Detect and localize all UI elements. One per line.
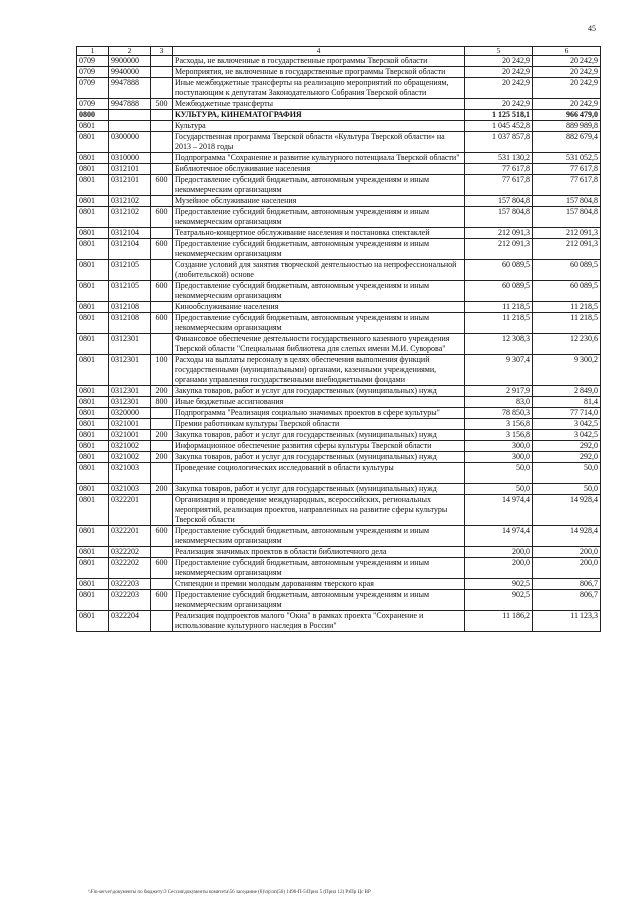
cell-c4: Реализация подпроектов малого "Окна" в рамках проекта "Сохранение и использование культурного наследия в России"	[173, 611, 465, 632]
cell-c2: 0312102	[109, 207, 151, 228]
cell-c4: Предоставление субсидий бюджетным, автономным учреждениям и иным некоммерческим организациям	[173, 558, 465, 579]
cell-c3: 500	[151, 99, 173, 110]
cell-c6: 882 679,4	[533, 132, 601, 153]
cell-c6: 200,0	[533, 558, 601, 579]
cell-c6: 9 300,2	[533, 355, 601, 386]
table-row	[77, 590, 601, 611]
table-row	[77, 419, 601, 430]
cell-c3	[151, 611, 173, 632]
cell-c1: 0801	[77, 495, 109, 526]
table-row	[77, 56, 601, 67]
table-row	[77, 67, 601, 78]
cell-c6: 11 218,5	[533, 302, 601, 313]
cell-c1: 0801	[77, 239, 109, 260]
cell-c2: 0312108	[109, 302, 151, 313]
cell-c5: 902,5	[465, 579, 533, 590]
cell-c1: 0801	[77, 196, 109, 207]
cell-c2: 0312101	[109, 175, 151, 196]
cell-c2: 0312102	[109, 196, 151, 207]
cell-c2: 0312301	[109, 386, 151, 397]
table-row	[77, 175, 601, 196]
cell-c2: 0312104	[109, 239, 151, 260]
cell-c2: 0310000	[109, 153, 151, 164]
cell-c6: 81,4	[533, 397, 601, 408]
cell-c5: 14 974,4	[465, 495, 533, 526]
cell-c2: 0312301	[109, 334, 151, 355]
table-row	[77, 228, 601, 239]
table-row	[77, 547, 601, 558]
cell-c6: 157 804,8	[533, 196, 601, 207]
cell-c6: 11 123,3	[533, 611, 601, 632]
cell-c4: Проведение социологических исследований в области культуры	[173, 463, 465, 484]
cell-c2: 0312108	[109, 313, 151, 334]
table-row	[77, 611, 601, 632]
cell-c3	[151, 547, 173, 558]
cell-c4: Иные бюджетные ассигнования	[173, 397, 465, 408]
cell-c2: 9940000	[109, 67, 151, 78]
cell-c3	[151, 153, 173, 164]
page-number: 45	[588, 24, 596, 33]
cell-c1: 0709	[77, 67, 109, 78]
table-row	[77, 441, 601, 452]
cell-c5: 20 242,9	[465, 99, 533, 110]
cell-c3	[151, 334, 173, 355]
cell-c2: 0312301	[109, 397, 151, 408]
table-row	[77, 334, 601, 355]
table-row	[77, 302, 601, 313]
cell-c5: 3 156,8	[465, 430, 533, 441]
cell-c4: Закупка товаров, работ и услуг для государственных (муниципальных) нужд	[173, 386, 465, 397]
cell-c5: 212 091,3	[465, 228, 533, 239]
cell-c5: 300,0	[465, 441, 533, 452]
cell-c1: 0801	[77, 121, 109, 132]
cell-c5: 531 130,2	[465, 153, 533, 164]
cell-c1: 0801	[77, 355, 109, 386]
cell-c6: 77 714,0	[533, 408, 601, 419]
table-row	[77, 260, 601, 281]
cell-c3: 200	[151, 452, 173, 463]
cell-c4: КУЛЬТУРА, КИНЕМАТОГРАФИЯ	[173, 110, 465, 121]
cell-c3	[151, 67, 173, 78]
header-row	[77, 47, 601, 56]
table-row	[77, 153, 601, 164]
cell-c4: Предоставление субсидий бюджетным, автономным учреждениям и иным некоммерческим организациям	[173, 207, 465, 228]
cell-c4: Расходы, не включенные в государственные программы Тверской области	[173, 56, 465, 67]
cell-c4: Мероприятия, не включенные в государственные программы Тверской области	[173, 67, 465, 78]
table-row	[77, 579, 601, 590]
cell-c2: 0312105	[109, 260, 151, 281]
cell-c6: 806,7	[533, 579, 601, 590]
cell-c4: Театрально-концертное обслуживание населения и постановка спектаклей	[173, 228, 465, 239]
cell-c1: 0801	[77, 441, 109, 452]
cell-c2: 0300000	[109, 132, 151, 153]
cell-c6: 157 804,8	[533, 207, 601, 228]
cell-c4: Закупка товаров, работ и услуг для государственных (муниципальных) нужд	[173, 484, 465, 495]
cell-c3: 200	[151, 484, 173, 495]
cell-c6: 14 928,4	[533, 526, 601, 547]
cell-c6: 77 617,8	[533, 175, 601, 196]
table-row	[77, 78, 601, 99]
cell-c4: Реализация значимых проектов в области библиотечного дела	[173, 547, 465, 558]
cell-c1: 0801	[77, 484, 109, 495]
cell-c5: 157 804,8	[465, 207, 533, 228]
cell-c1: 0801	[77, 313, 109, 334]
cell-c6: 2 849,0	[533, 386, 601, 397]
cell-c6: 12 230,6	[533, 334, 601, 355]
file-path-footer: \\Fin-server\документы по бюджету\3 Сессия\документы комитета\56 заседание (б)\пр\зп(56) 1496-П-5\Прил 5 (Прил 12) РзПр Цс ВР	[88, 890, 371, 895]
cell-c2: 0322204	[109, 611, 151, 632]
cell-c4: Музейное обслуживание населения	[173, 196, 465, 207]
cell-c2: 0321001	[109, 419, 151, 430]
cell-c1: 0801	[77, 579, 109, 590]
cell-c2: 9947888	[109, 99, 151, 110]
cell-c5: 20 242,9	[465, 56, 533, 67]
cell-c5: 902,5	[465, 590, 533, 611]
cell-c2: 0320000	[109, 408, 151, 419]
cell-c1: 0801	[77, 430, 109, 441]
cell-c3: 600	[151, 590, 173, 611]
cell-c5: 9 307,4	[465, 355, 533, 386]
cell-c2: 0312301	[109, 355, 151, 386]
cell-c6: 77 617,8	[533, 164, 601, 175]
cell-c6: 20 242,9	[533, 78, 601, 99]
cell-c5: 300,0	[465, 452, 533, 463]
table-row	[77, 355, 601, 386]
cell-c5: 14 974,4	[465, 526, 533, 547]
cell-c5: 11 218,5	[465, 302, 533, 313]
cell-c6: 60 089,5	[533, 281, 601, 302]
cell-c1: 0801	[77, 558, 109, 579]
cell-c2: 0322201	[109, 526, 151, 547]
cell-c1: 0801	[77, 419, 109, 430]
cell-c2: 0321003	[109, 484, 151, 495]
cell-c4: Стипендии и премии молодым дарованиям тверского края	[173, 579, 465, 590]
cell-c1: 0800	[77, 110, 109, 121]
table-row	[77, 207, 601, 228]
cell-c4: Библиотечное обслуживание населения	[173, 164, 465, 175]
cell-c5: 20 242,9	[465, 78, 533, 99]
cell-c4: Финансовое обеспечение деятельности государственного казенного учреждения Тверской области "Специальная библиотека для слепых имени М.И. Суворова"	[173, 334, 465, 355]
cell-c6: 20 242,9	[533, 67, 601, 78]
cell-c2: 9947888	[109, 78, 151, 99]
cell-c2: 0321002	[109, 452, 151, 463]
cell-c4: Информационное обеспечение развития сферы культуры Тверской области	[173, 441, 465, 452]
cell-c3: 600	[151, 526, 173, 547]
cell-c1: 0801	[77, 547, 109, 558]
cell-c5: 60 089,5	[465, 260, 533, 281]
cell-c3	[151, 196, 173, 207]
cell-c5: 50,0	[465, 463, 533, 484]
header-cell: 6	[533, 47, 601, 56]
cell-c6: 292,0	[533, 441, 601, 452]
table-row	[77, 164, 601, 175]
table-row	[77, 408, 601, 419]
cell-c1: 0801	[77, 590, 109, 611]
table-row	[77, 526, 601, 547]
cell-c1: 0709	[77, 56, 109, 67]
table-row	[77, 495, 601, 526]
cell-c5: 2 917,9	[465, 386, 533, 397]
cell-c6: 20 242,9	[533, 56, 601, 67]
table-row	[77, 558, 601, 579]
cell-c1: 0801	[77, 302, 109, 313]
cell-c3	[151, 579, 173, 590]
cell-c6: 14 928,4	[533, 495, 601, 526]
table-row	[77, 397, 601, 408]
cell-c4: Государственная программа Тверской области «Культура Тверской области» на 2013 – 2018 годы	[173, 132, 465, 153]
table-row	[77, 239, 601, 260]
cell-c1: 0801	[77, 526, 109, 547]
cell-c5: 1 037 857,8	[465, 132, 533, 153]
cell-c1: 0801	[77, 228, 109, 239]
cell-c6: 3 042,5	[533, 419, 601, 430]
header-cell: 4	[173, 47, 465, 56]
cell-c5: 60 089,5	[465, 281, 533, 302]
budget-table	[76, 46, 601, 632]
table-body	[77, 56, 601, 632]
table-row	[77, 484, 601, 495]
cell-c3: 600	[151, 207, 173, 228]
cell-c3: 800	[151, 397, 173, 408]
cell-c5: 77 617,8	[465, 164, 533, 175]
header-cell: 1	[77, 47, 109, 56]
cell-c5: 11 218,5	[465, 313, 533, 334]
table-row	[77, 281, 601, 302]
cell-c3	[151, 260, 173, 281]
cell-c6: 200,0	[533, 547, 601, 558]
cell-c5: 50,0	[465, 484, 533, 495]
cell-c2: 0312104	[109, 228, 151, 239]
cell-c4: Предоставление субсидий бюджетным, автономным учреждениям и иным некоммерческим организациям	[173, 239, 465, 260]
cell-c3	[151, 56, 173, 67]
cell-c1: 0801	[77, 463, 109, 484]
cell-c6: 50,0	[533, 463, 601, 484]
table-row	[77, 463, 601, 484]
cell-c1: 0801	[77, 132, 109, 153]
cell-c5: 78 850,3	[465, 408, 533, 419]
cell-c1: 0801	[77, 408, 109, 419]
header-cell: 3	[151, 47, 173, 56]
table-row	[77, 386, 601, 397]
cell-c5: 3 156,8	[465, 419, 533, 430]
cell-c6: 50,0	[533, 484, 601, 495]
header-cell: 2	[109, 47, 151, 56]
cell-c4: Предоставление субсидий бюджетным, автономным учреждениям и иным некоммерческим организациям	[173, 175, 465, 196]
table-row	[77, 430, 601, 441]
cell-c2: 0322202	[109, 547, 151, 558]
cell-c4: Предоставление субсидий бюджетным, автономным учреждениям и иным некоммерческим организациям	[173, 526, 465, 547]
cell-c3	[151, 302, 173, 313]
cell-c2	[109, 121, 151, 132]
cell-c5: 200,0	[465, 547, 533, 558]
cell-c6: 292,0	[533, 452, 601, 463]
cell-c4: Закупка товаров, работ и услуг для государственных (муниципальных) нужд	[173, 452, 465, 463]
cell-c6: 212 091,3	[533, 228, 601, 239]
cell-c3: 200	[151, 386, 173, 397]
cell-c4: Премии работникам культуры Тверской области	[173, 419, 465, 430]
cell-c1: 0709	[77, 99, 109, 110]
cell-c5: 157 804,8	[465, 196, 533, 207]
cell-c6: 60 089,5	[533, 260, 601, 281]
cell-c5: 200,0	[465, 558, 533, 579]
cell-c4: Предоставление субсидий бюджетным, автономным учреждениям и иным некоммерческим организациям	[173, 590, 465, 611]
cell-c1: 0801	[77, 334, 109, 355]
cell-c5: 20 242,9	[465, 67, 533, 78]
cell-c3	[151, 78, 173, 99]
cell-c3	[151, 164, 173, 175]
cell-c4: Предоставление субсидий бюджетным, автономным учреждениям и иным некоммерческим организациям	[173, 313, 465, 334]
cell-c3	[151, 121, 173, 132]
cell-c3: 600	[151, 239, 173, 260]
cell-c2: 0312105	[109, 281, 151, 302]
cell-c1: 0801	[77, 164, 109, 175]
cell-c6: 806,7	[533, 590, 601, 611]
cell-c3	[151, 110, 173, 121]
cell-c2: 9900000	[109, 56, 151, 67]
cell-c2	[109, 110, 151, 121]
cell-c6: 531 052,5	[533, 153, 601, 164]
cell-c2: 0321001	[109, 430, 151, 441]
cell-c6: 20 242,9	[533, 99, 601, 110]
header-cell: 5	[465, 47, 533, 56]
cell-c1: 0801	[77, 452, 109, 463]
cell-c3	[151, 408, 173, 419]
cell-c3	[151, 463, 173, 484]
table-row	[77, 132, 601, 153]
cell-c4: Предоставление субсидий бюджетным, автономным учреждениям и иным некоммерческим организациям	[173, 281, 465, 302]
table-row	[77, 313, 601, 334]
cell-c6: 11 218,5	[533, 313, 601, 334]
cell-c4: Иные межбюджетные трансферты на реализацию мероприятий по обращениям, поступающим к депутатам Законодательного Собрания Тверской области	[173, 78, 465, 99]
cell-c1: 0801	[77, 153, 109, 164]
cell-c1: 0801	[77, 175, 109, 196]
cell-c4: Подпрограмма "Реализация социально значимых проектов в сфере культуры"	[173, 408, 465, 419]
cell-c3: 600	[151, 175, 173, 196]
table-row	[77, 99, 601, 110]
cell-c5: 11 186,2	[465, 611, 533, 632]
cell-c6: 966 479,0	[533, 110, 601, 121]
cell-c2: 0322201	[109, 495, 151, 526]
cell-c3	[151, 419, 173, 430]
cell-c2: 0312101	[109, 164, 151, 175]
table-row	[77, 110, 601, 121]
cell-c4: Культура	[173, 121, 465, 132]
cell-c3	[151, 495, 173, 526]
cell-c4: Организация и проведение международных, всероссийских, региональных мероприятий, реализация проектов, направленных на развитие сферы культуры Тверской области	[173, 495, 465, 526]
cell-c2: 0322203	[109, 579, 151, 590]
cell-c3: 600	[151, 558, 173, 579]
cell-c4: Межбюджетные трансферты	[173, 99, 465, 110]
table-row	[77, 452, 601, 463]
cell-c4: Расходы на выплаты персоналу в целях обеспечения выполнения функций государственными (муниципальными) органами, казенными учреждениями, органами управления государственными внебюджетными фондами	[173, 355, 465, 386]
cell-c5: 83,0	[465, 397, 533, 408]
cell-c6: 3 042,5	[533, 430, 601, 441]
cell-c5: 1 045 452,8	[465, 121, 533, 132]
cell-c4: Создание условий для занятия творческой деятельностью на непрофессиональной (любительской) основе	[173, 260, 465, 281]
cell-c3	[151, 132, 173, 153]
cell-c6: 889 989,8	[533, 121, 601, 132]
cell-c3	[151, 228, 173, 239]
cell-c2: 0321003	[109, 463, 151, 484]
cell-c4: Подпрограмма "Сохранение и развитие культурного потенциала Тверской области"	[173, 153, 465, 164]
cell-c6: 212 091,3	[533, 239, 601, 260]
cell-c2: 0321002	[109, 441, 151, 452]
cell-c3: 200	[151, 430, 173, 441]
cell-c1: 0801	[77, 281, 109, 302]
cell-c2: 0322202	[109, 558, 151, 579]
cell-c2: 0322203	[109, 590, 151, 611]
cell-c1: 0801	[77, 611, 109, 632]
cell-c5: 212 091,3	[465, 239, 533, 260]
cell-c4: Закупка товаров, работ и услуг для государственных (муниципальных) нужд	[173, 430, 465, 441]
cell-c5: 77 617,8	[465, 175, 533, 196]
cell-c1: 0801	[77, 207, 109, 228]
cell-c3: 600	[151, 313, 173, 334]
cell-c1: 0709	[77, 78, 109, 99]
cell-c5: 12 308,3	[465, 334, 533, 355]
cell-c1: 0801	[77, 397, 109, 408]
cell-c3: 100	[151, 355, 173, 386]
cell-c1: 0801	[77, 386, 109, 397]
cell-c4: Кинообслуживание населения	[173, 302, 465, 313]
cell-c1: 0801	[77, 260, 109, 281]
table-row	[77, 121, 601, 132]
table-row	[77, 196, 601, 207]
cell-c3	[151, 441, 173, 452]
cell-c3: 600	[151, 281, 173, 302]
cell-c5: 1 125 518,1	[465, 110, 533, 121]
